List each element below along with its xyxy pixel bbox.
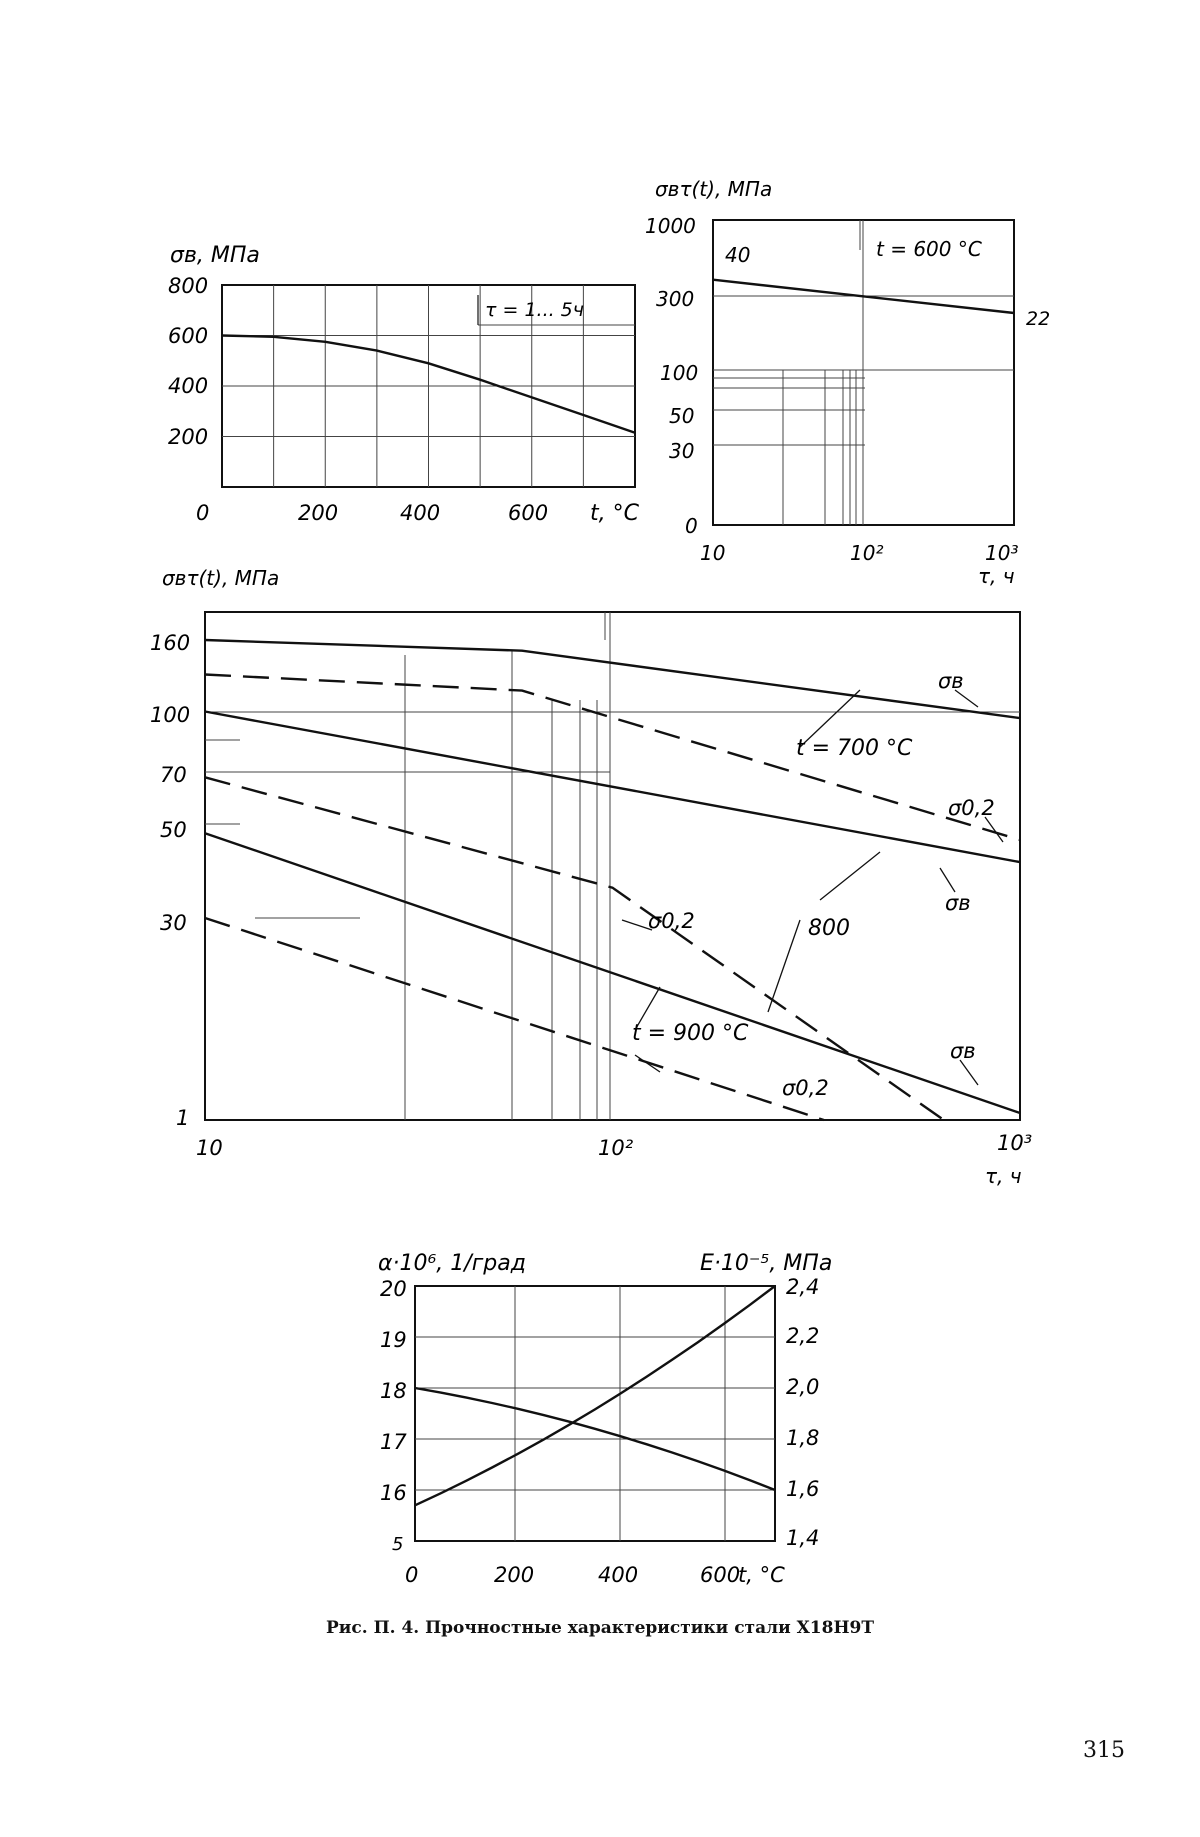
chart-4-y-tick-right: 1,6 (786, 1477, 820, 1501)
chart-1-x-label: t, °C (590, 501, 639, 526)
chart-3-series-line (205, 833, 1020, 1113)
chart-3-series-label: σ0,2 (782, 1076, 829, 1100)
chart-2-y-tick: 100 (660, 361, 699, 385)
chart-4-y-tick: 17 (380, 1430, 407, 1454)
chart-4-y-tick: 5 (392, 1534, 404, 1555)
chart-2-x-label: τ, ч (978, 564, 1015, 588)
chart-3-series-line (205, 918, 824, 1120)
chart-3-x-tick: 10 (196, 1136, 223, 1160)
chart-1-y-tick: 200 (168, 425, 209, 449)
chart-2-x-tick: 10² (850, 541, 884, 565)
chart-3-annotation: 800 (808, 916, 850, 941)
chart-2-y-tick: 0 (685, 514, 698, 538)
chart-4-series-line (415, 1286, 775, 1505)
chart-3-series-label: σ0,2 (948, 796, 995, 820)
chart-4-x-label: t, °C (738, 1563, 785, 1587)
chart-2-annotation: t = 600 °C (876, 237, 982, 261)
chart-4-y-tick-right: 1,8 (786, 1426, 820, 1450)
chart-1-x-tick: 600 (508, 501, 549, 525)
chart-4-y-tick-right: 1,4 (786, 1526, 820, 1550)
chart-4-x-tick: 400 (598, 1563, 639, 1587)
chart-1-y-label: σв, МПа (170, 243, 260, 268)
chart-4-y-tick-right: 2,2 (786, 1324, 820, 1348)
chart-3-series-label: σв (938, 669, 964, 693)
chart-2-y-tick: 50 (669, 404, 695, 428)
figure-caption: Рис. П. 4. Прочностные характеристики стали Х18Н9Т (325, 1618, 875, 1638)
chart-3-series-label: σв (950, 1039, 976, 1063)
chart-2-grid (713, 220, 1014, 525)
chart-1-annotation: τ = 1... 5ч (485, 299, 584, 321)
chart-3-series-label: σв (945, 891, 971, 915)
chart-4-y-tick-right: 2,4 (786, 1275, 820, 1299)
chart-1-y-tick: 800 (168, 274, 209, 298)
chart-1-y-tick: 400 (168, 374, 209, 398)
chart-2-y-tick: 30 (669, 439, 695, 463)
chart-3-y-tick: 70 (160, 763, 187, 787)
chart-3-grid (205, 612, 1020, 1120)
chart-2-start-label: 40 (725, 243, 751, 267)
chart-2-end-label: 22 (1026, 308, 1051, 330)
chart-3-y-tick: 30 (160, 911, 187, 935)
chart-3-x-label: τ, ч (985, 1164, 1022, 1188)
chart-4-y-label: α·10⁶, 1/град (378, 1251, 526, 1276)
chart-2-y-tick: 1000 (645, 214, 696, 238)
chart-3-annotation: t = 700 °C (796, 736, 913, 761)
chart-3-frame (205, 612, 1020, 1120)
chart-3-long-term-strength-700-900 (150, 566, 1032, 1188)
chart-4-y-label-right: E·10⁻⁵, МПа (700, 1251, 833, 1276)
chart-4-frame (415, 1286, 775, 1541)
chart-2-long-term-strength-600 (645, 177, 1050, 588)
chart-3-series-line (205, 640, 1020, 718)
chart-2-y-tick: 300 (656, 287, 695, 311)
chart-2-y-label: σвτ(t), МПа (655, 177, 773, 201)
chart-4-x-tick: 200 (494, 1563, 535, 1587)
chart-1-x-tick: 200 (298, 501, 339, 525)
chart-1-strength-vs-temperature (168, 243, 640, 526)
chart-4-y-tick: 16 (380, 1481, 407, 1505)
chart-3-x-tick: 10² (598, 1136, 634, 1160)
chart-1-x-tick: 0 (196, 501, 210, 525)
chart-3-y-tick: 50 (160, 818, 187, 842)
chart-3-series-label: σ0,2 (648, 909, 695, 933)
chart-4-expansion-and-modulus (378, 1251, 832, 1587)
chart-3-annotation: t = 900 °C (632, 1021, 749, 1046)
chart-3-y-label: σвτ(t), МПа (162, 566, 280, 590)
chart-4-grid (415, 1286, 775, 1541)
chart-3-y-tick: 160 (150, 631, 191, 655)
chart-4-y-tick: 20 (380, 1277, 407, 1301)
chart-4-x-tick: 0 (405, 1563, 419, 1587)
page-number: 315 (1083, 1738, 1125, 1763)
chart-1-y-tick: 600 (168, 324, 209, 348)
chart-3-x-tick: 10³ (997, 1131, 1033, 1155)
chart-3-y-tick: 1 (176, 1106, 190, 1130)
chart-4-x-tick: 600 (700, 1563, 741, 1587)
chart-3-series-line (205, 712, 1020, 863)
chart-4-y-tick: 18 (380, 1379, 407, 1403)
chart-4-y-tick-right: 2,0 (786, 1375, 820, 1399)
chart-2-x-tick: 10 (700, 541, 726, 565)
chart-2-x-tick: 10³ (985, 541, 1019, 565)
chart-3-y-tick: 100 (150, 703, 191, 727)
chart-1-x-tick: 400 (400, 501, 441, 525)
chart-4-y-tick: 19 (380, 1328, 407, 1352)
